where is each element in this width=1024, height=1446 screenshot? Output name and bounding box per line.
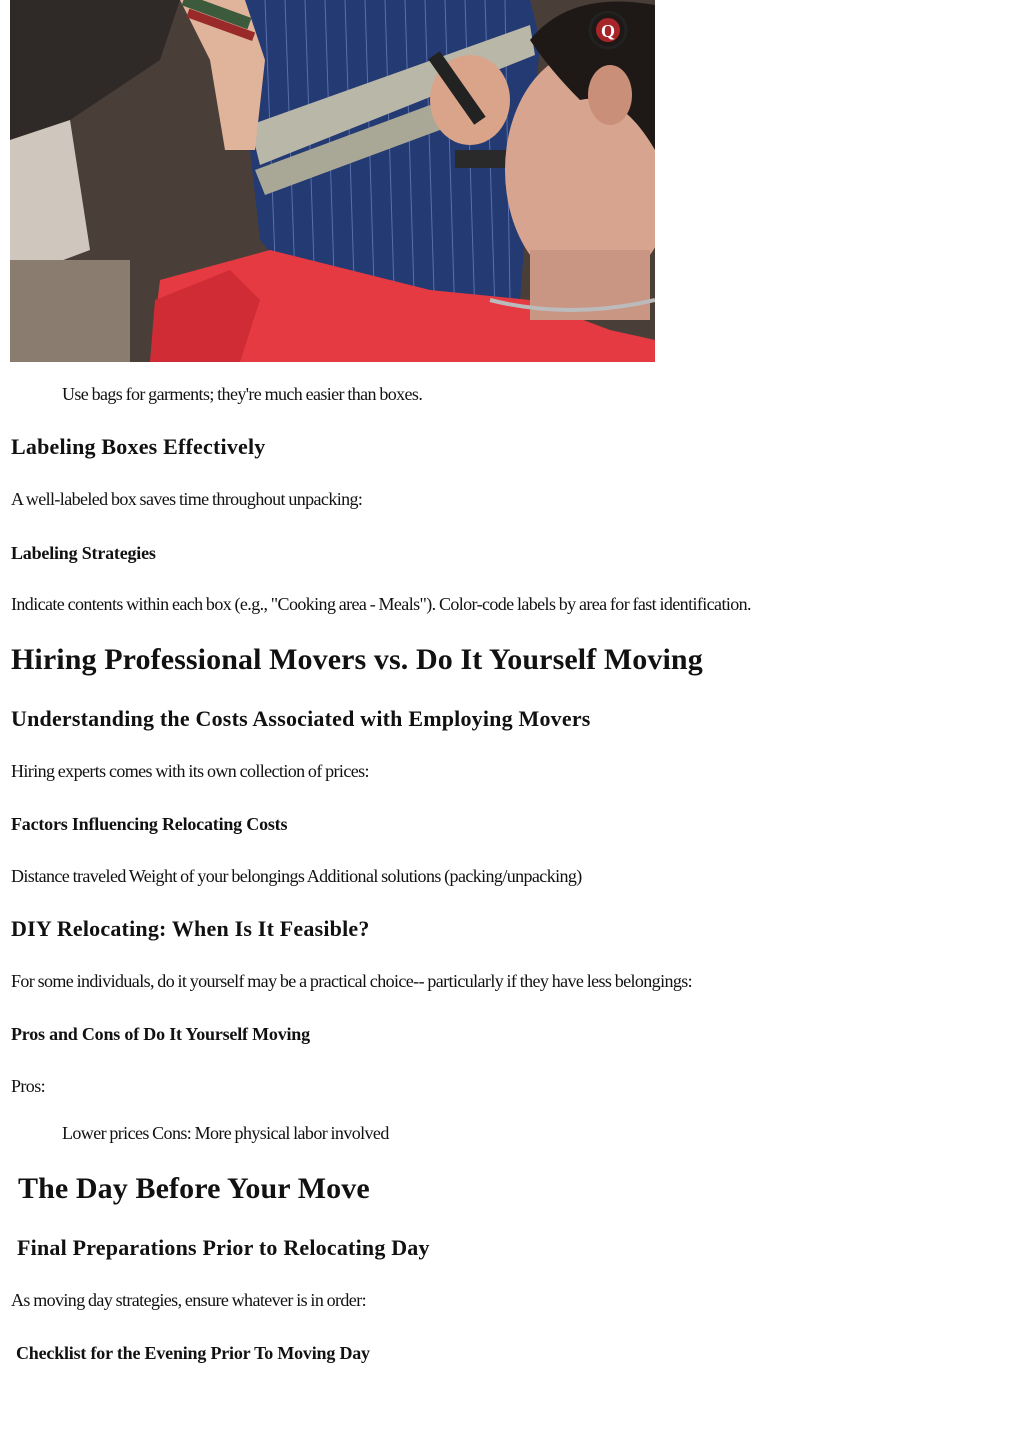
final-prep-heading: Final Preparations Prior to Relocating Day <box>17 1235 430 1260</box>
garment-bag-photo <box>10 0 655 362</box>
logo-letter: Q <box>600 21 616 41</box>
day-before-heading: The Day Before Your Move <box>18 1172 370 1205</box>
pros-cons-text: Lower prices Cons: More physical labor involved <box>62 1123 389 1143</box>
costs-intro: Hiring experts comes with its own collection of prices: <box>11 761 369 781</box>
final-prep-intro: As moving day strategies, ensure whatever is in order: <box>11 1290 366 1310</box>
pros-cons-heading: Pros and Cons of Do It Yourself Moving <box>11 1024 310 1044</box>
costs-heading: Understanding the Costs Associated with Employing Movers <box>11 706 591 731</box>
labeling-strategies-heading: Labeling Strategies <box>11 543 156 563</box>
diy-heading: DIY Relocating: When Is It Feasible? <box>11 916 370 941</box>
photo-caption: Use bags for garments; they're much easier than boxes. <box>62 384 423 404</box>
pros-label: Pros: <box>11 1076 46 1096</box>
checklist-heading: Checklist for the Evening Prior To Moving Day <box>16 1343 370 1363</box>
diy-intro: For some individuals, do it yourself may be a practical choice-- particularly if they have less belongings: <box>11 971 693 991</box>
hiring-heading: Hiring Professional Movers vs. Do It Yourself Moving <box>11 643 703 676</box>
labeling-heading: Labeling Boxes Effectively <box>11 434 266 459</box>
factors-heading: Factors Influencing Relocating Costs <box>11 814 288 834</box>
labeling-strategies-text: Indicate contents within each box (e.g., "Cooking area - Meals"). Color-code labels by area for fast identification. <box>11 594 751 614</box>
factors-text: Distance traveled Weight of your belongings Additional solutions (packing/unpacking) <box>11 866 582 886</box>
labeling-intro: A well-labeled box saves time throughout unpacking: <box>11 489 363 509</box>
